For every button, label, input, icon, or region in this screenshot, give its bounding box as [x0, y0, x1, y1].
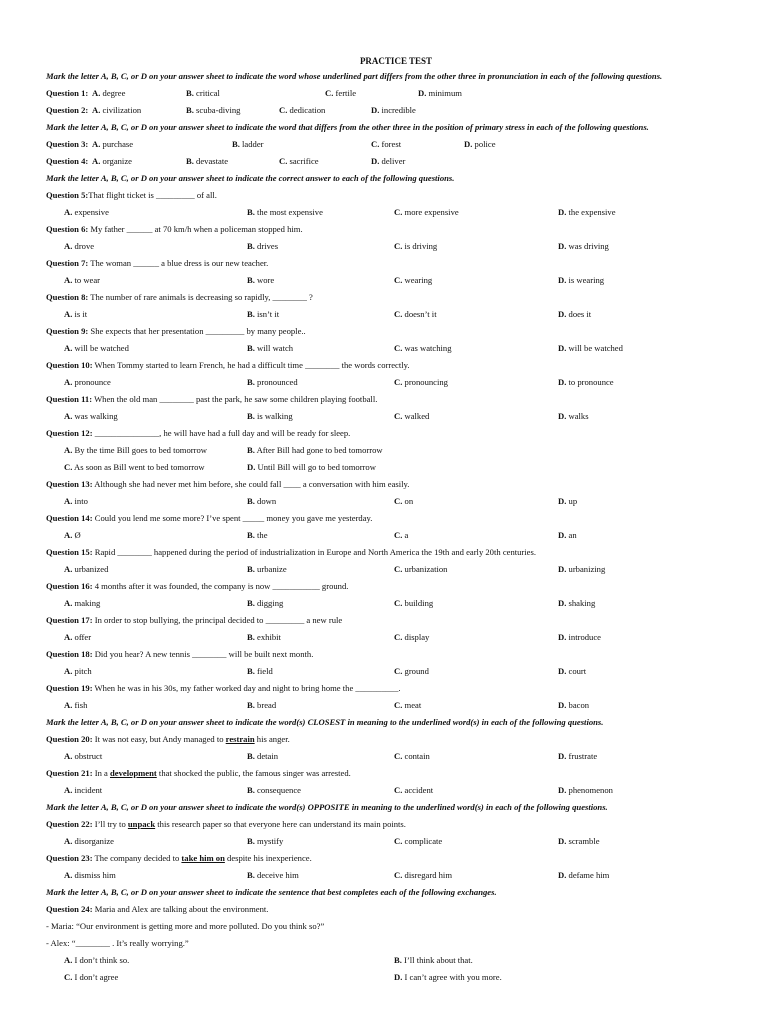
option-d[interactable]: D. introduce — [558, 632, 601, 642]
option-a[interactable]: A. is it — [64, 309, 88, 319]
option-b[interactable]: B. After Bill had gone to bed tomorrow — [247, 445, 383, 455]
option-a[interactable]: A. was walking — [64, 411, 118, 421]
option-d[interactable]: D. was driving — [558, 241, 609, 251]
option-b[interactable]: B. detain — [247, 751, 279, 761]
option-d[interactable]: D. frustrate — [558, 751, 598, 761]
question-label: Question 3: — [46, 139, 89, 149]
question-22-options — [46, 833, 726, 850]
question-options — [46, 306, 726, 323]
option-c[interactable]: C. disregard him — [394, 870, 453, 880]
option-b[interactable]: B. ladder — [232, 139, 264, 149]
question-item — [46, 476, 726, 493]
option-c[interactable]: C. meat — [394, 700, 422, 710]
question-12: Question 12: _______________, he will have had a full day and will be ready for sleep. — [46, 428, 351, 438]
option-d[interactable]: D. walks — [558, 411, 589, 421]
option-d[interactable]: D. urbanizing — [558, 564, 606, 574]
option-d[interactable]: D. court — [558, 666, 587, 676]
option-b[interactable]: B. I’ll think about that. — [394, 955, 473, 965]
option-b[interactable]: B. will watch — [247, 343, 294, 353]
option-c[interactable]: C. complicate — [394, 836, 443, 846]
option-a[interactable]: A. purchase — [92, 139, 134, 149]
question-options — [46, 272, 726, 289]
option-a[interactable]: A. disorganize — [64, 836, 114, 846]
page-title: PRACTICE TEST — [359, 56, 433, 66]
question-item — [46, 289, 726, 306]
document-page — [46, 54, 726, 986]
option-c[interactable]: C. forest — [371, 139, 402, 149]
option-d[interactable]: D. an — [558, 530, 577, 540]
question-item — [46, 221, 726, 238]
option-a[interactable]: A. degree — [92, 88, 126, 98]
question-item — [46, 510, 726, 527]
question-item — [46, 612, 726, 629]
question-24-options-ab — [46, 952, 726, 969]
question-24-options-cd — [46, 969, 726, 986]
question-options — [46, 629, 726, 646]
question-options — [46, 561, 726, 578]
question-list — [46, 476, 726, 714]
option-c[interactable]: C. a — [394, 530, 409, 540]
option-b[interactable]: B. bread — [247, 700, 277, 710]
option-a[interactable]: A. to wear — [64, 275, 101, 285]
question-20-options — [46, 748, 726, 765]
question-item — [46, 323, 726, 340]
option-b[interactable]: B. scuba-diving — [186, 105, 241, 115]
option-d[interactable]: D. up — [558, 496, 578, 506]
instruction-correct-answer: Mark the letter A, B, C, or D on your answer sheet to indicate the correct answer to each of the following questions. — [46, 173, 455, 183]
option-b[interactable]: B. critical — [186, 88, 220, 98]
question-label: Question 1: — [46, 88, 89, 98]
option-d[interactable]: D. to pronounce — [558, 377, 614, 387]
question-label: Question 18: — [46, 649, 93, 659]
option-b[interactable]: B. exhibit — [247, 632, 281, 642]
option-c[interactable]: C. As soon as Bill went to bed tomorrow — [64, 462, 205, 472]
option-b[interactable]: B. the most expensive — [247, 207, 323, 217]
question-label: Question 17: — [46, 615, 93, 625]
option-b[interactable]: B. deceive him — [247, 870, 299, 880]
question-24: Question 24: Maria and Alex are talking about the environment. — [46, 904, 269, 914]
question-label: Question 2: — [46, 105, 89, 115]
dialogue-line-maria: - Maria: “Our environment is getting more and more polluted. Do you think so?” — [46, 921, 325, 931]
option-c[interactable]: C. contain — [394, 751, 430, 761]
question-text: When Tommy started to learn French, he had a difficult time ________ the words correctly. — [92, 360, 410, 370]
question-options — [46, 374, 726, 391]
question-item — [46, 357, 726, 374]
option-b[interactable]: B. wore — [247, 275, 275, 285]
question-text: When the old man ________ past the park, he saw some children playing football. — [92, 394, 378, 404]
question-options — [46, 595, 726, 612]
option-d[interactable]: D. minimum — [418, 88, 462, 98]
question-label: Question 4: — [46, 156, 89, 166]
question-text: She expects that her presentation _________ by many people.. — [88, 326, 306, 336]
question-text: In order to stop bullying, the principal decided to _________ a new rule — [92, 615, 343, 625]
underlined-word: restrain — [225, 734, 255, 744]
question-text: When he was in his 30s, my father worked day and night to bring home the __________. — [92, 683, 401, 693]
option-a[interactable]: A. obstruct — [64, 751, 103, 761]
option-d[interactable]: D. shaking — [558, 598, 596, 608]
option-b[interactable]: B. pronounced — [247, 377, 298, 387]
question-label: Question 13: — [46, 479, 93, 489]
question-20: Question 20: It was not easy, but Andy managed to restrain his anger. — [46, 734, 290, 744]
option-c[interactable]: C. accident — [394, 785, 434, 795]
question-text: Could you lend me some more? I’ve spent _____ money you gave me yesterday. — [92, 513, 373, 523]
question-label: Question 19: — [46, 683, 93, 693]
question-item — [46, 391, 726, 408]
question-list — [46, 187, 726, 425]
question-options — [46, 238, 726, 255]
option-a[interactable]: A. drove — [64, 241, 95, 251]
option-b[interactable]: B. down — [247, 496, 277, 506]
option-c[interactable]: C. was watching — [394, 343, 452, 353]
option-a[interactable]: A. civilization — [92, 105, 142, 115]
question-label: Question 7: — [46, 258, 89, 268]
option-a[interactable]: A. will be watched — [64, 343, 129, 353]
option-a[interactable]: A. By the time Bill goes to bed tomorrow — [64, 445, 207, 455]
question-item — [46, 578, 726, 595]
option-a[interactable]: A. I don’t think so. — [64, 955, 130, 965]
question-options — [46, 340, 726, 357]
question-item — [46, 680, 726, 697]
question-21: Question 21: In a development that shocked the public, the famous singer was arrested. — [46, 768, 351, 778]
option-b[interactable]: B. digging — [247, 598, 284, 608]
question-text: The woman ______ a blue dress is our new teacher. — [88, 258, 269, 268]
question-23-options — [46, 867, 726, 884]
question-options — [46, 493, 726, 510]
option-d[interactable]: D. police — [464, 139, 496, 149]
option-a[interactable]: A. urbanized — [64, 564, 109, 574]
option-b[interactable]: B. mystify — [247, 836, 284, 846]
option-c[interactable]: C. urbanization — [394, 564, 448, 574]
question-options — [46, 527, 726, 544]
question-item — [46, 646, 726, 663]
option-d[interactable]: D. incredible — [371, 105, 416, 115]
option-b[interactable]: B. isn’t it — [247, 309, 280, 319]
question-text: Did you hear? A new tennis ________ will be built next month. — [92, 649, 314, 659]
option-b[interactable]: B. field — [247, 666, 273, 676]
option-d[interactable]: D. deliver — [371, 156, 406, 166]
instruction-pronunciation: Mark the letter A, B, C, or D on your answer sheet to indicate the word whose underlined part differs from the other three in pronunciation in each of the following questions. — [46, 71, 663, 81]
question-label: Question 16: — [46, 581, 93, 591]
option-d[interactable]: D. defame him — [558, 870, 610, 880]
question-text: My father ______ at 70 km/h when a policeman stopped him. — [88, 224, 303, 234]
option-c[interactable]: C. sacrifice — [279, 156, 319, 166]
question-12-options-ab — [46, 442, 726, 459]
option-d[interactable]: D. does it — [558, 309, 592, 319]
underlined-word: development — [109, 768, 157, 778]
question-label: Question 11: — [46, 394, 93, 404]
option-c[interactable]: C. more expensive — [394, 207, 459, 217]
option-c[interactable]: C. ground — [394, 666, 429, 676]
option-a[interactable]: A. pronounce — [64, 377, 111, 387]
option-a[interactable]: A. pitch — [64, 666, 92, 676]
option-b[interactable]: B. is walking — [247, 411, 293, 421]
option-b[interactable]: B. devastate — [186, 156, 229, 166]
instruction-opposite: Mark the letter A, B, C, or D on your answer sheet to indicate the word(s) OPPOSITE in meaning to the underlined word(s) in each of the following questions. — [46, 802, 608, 812]
option-a[interactable]: A. dismiss him — [64, 870, 116, 880]
option-c[interactable]: C. doesn’t it — [394, 309, 437, 319]
question-label: Question 6: — [46, 224, 89, 234]
question-2 — [46, 102, 726, 119]
option-c[interactable]: C. display — [394, 632, 430, 642]
instruction-closest: Mark the letter A, B, C, or D on your answer sheet to indicate the word(s) CLOSEST in meaning to the underlined word(s) in each of the following questions. — [46, 717, 604, 727]
option-a[interactable]: A. Ø — [64, 530, 81, 540]
question-text: 4 months after it was founded, the company is now ___________ ground. — [92, 581, 349, 591]
question-22: Question 22: I’ll try to unpack this research paper so that everyone here can understand its main points. — [46, 819, 406, 829]
option-b[interactable]: B. consequence — [247, 785, 301, 795]
question-label: Question 9: — [46, 326, 89, 336]
option-a[interactable]: A. incident — [64, 785, 103, 795]
question-label: Question 15: — [46, 547, 93, 557]
question-options — [46, 697, 726, 714]
option-a[interactable]: A. expensive — [64, 207, 109, 217]
option-a[interactable]: A. fish — [64, 700, 88, 710]
question-3 — [46, 136, 726, 153]
question-21-options — [46, 782, 726, 799]
option-d[interactable]: D. bacon — [558, 700, 590, 710]
option-c[interactable]: C. wearing — [394, 275, 433, 285]
option-b[interactable]: B. urbanize — [247, 564, 287, 574]
option-d[interactable]: D. scramble — [558, 836, 600, 846]
underlined-word: unpack — [127, 819, 156, 829]
question-1 — [46, 85, 726, 102]
question-item — [46, 187, 726, 204]
dialogue-line-alex: - Alex: “________ . It’s really worrying.” — [46, 938, 189, 948]
underlined-word: take him on — [181, 853, 225, 863]
option-c[interactable]: C. dedication — [279, 105, 326, 115]
option-a[interactable]: A. organize — [92, 156, 132, 166]
option-c[interactable]: C. walked — [394, 411, 430, 421]
option-a[interactable]: A. making — [64, 598, 101, 608]
option-c[interactable]: C. I don’t agree — [64, 972, 119, 982]
option-b[interactable]: B. the — [247, 530, 268, 540]
question-text: The number of rare animals is decreasing so rapidly, ________ ? — [88, 292, 313, 302]
question-label: Question 10: — [46, 360, 93, 370]
question-options — [46, 204, 726, 221]
option-d[interactable]: D. phenomenon — [558, 785, 613, 795]
question-text: Rapid ________ happened during the period of industrialization in Europe and North America the 19th and early 20th centuries. — [92, 547, 536, 557]
option-c[interactable]: C. building — [394, 598, 434, 608]
question-label: Question 14: — [46, 513, 93, 523]
question-4 — [46, 153, 726, 170]
question-text: Although she had never met him before, she could fall ____ a conversation with him easily. — [92, 479, 410, 489]
option-b[interactable]: B. drives — [247, 241, 279, 251]
option-c[interactable]: C. fertile — [325, 88, 357, 98]
question-12-options-cd — [46, 459, 726, 476]
instruction-stress: Mark the letter A, B, C, or D on your answer sheet to indicate the word that differs from the other three in the position of primary stress in each of the following questions. — [46, 122, 649, 132]
option-d[interactable]: D. will be watched — [558, 343, 623, 353]
question-options — [46, 663, 726, 680]
option-a[interactable]: A. offer — [64, 632, 92, 642]
option-d[interactable]: D. I can’t agree with you more. — [394, 972, 502, 982]
question-text: That flight ticket is _________ of all. — [88, 190, 217, 200]
option-a[interactable]: A. into — [64, 496, 88, 506]
instruction-exchange: Mark the letter A, B, C, or D on your answer sheet to indicate the sentence that best completes each of the following exchanges. — [46, 887, 497, 897]
option-c[interactable]: C. pronouncing — [394, 377, 448, 387]
option-c[interactable]: C. on — [394, 496, 414, 506]
question-options — [46, 408, 726, 425]
option-d[interactable]: D. is wearing — [558, 275, 605, 285]
option-c[interactable]: C. is driving — [394, 241, 438, 251]
question-item — [46, 544, 726, 561]
option-d[interactable]: D. the expensive — [558, 207, 616, 217]
option-d[interactable]: D. Until Bill will go to bed tomorrow — [247, 462, 376, 472]
question-label: Question 8: — [46, 292, 89, 302]
question-23: Question 23: The company decided to take him on despite his inexperience. — [46, 853, 312, 863]
question-item — [46, 255, 726, 272]
question-label: Question 5: — [46, 190, 89, 200]
